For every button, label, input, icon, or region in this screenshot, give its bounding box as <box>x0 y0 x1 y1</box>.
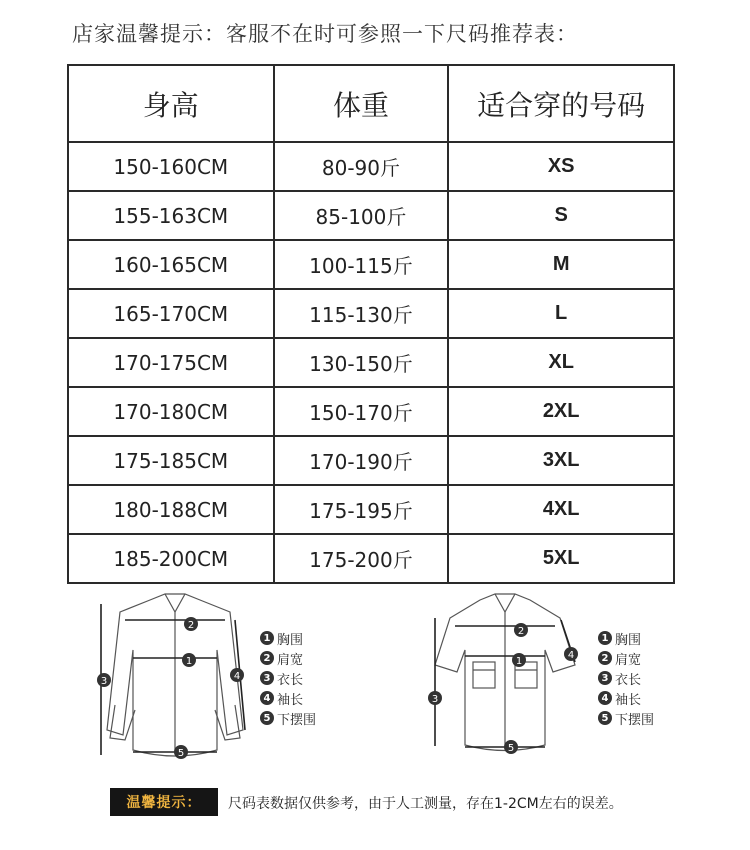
cell-size: 2XL <box>448 387 674 436</box>
cell-height: 175-185CM <box>68 436 274 485</box>
marker-4: 4 <box>233 671 241 682</box>
legend-right <box>598 628 654 728</box>
legend-number: 2 <box>260 651 274 665</box>
legend-number: 5 <box>260 711 274 725</box>
legend-label: 衣长 <box>277 672 304 688</box>
cell-weight: 150-170斤 <box>274 387 449 436</box>
cell-weight: 175-195斤 <box>274 485 449 534</box>
cell-size: S <box>448 191 674 240</box>
cell-height: 185-200CM <box>68 534 274 583</box>
legend-left <box>260 628 316 728</box>
marker-1: 1 <box>515 656 523 667</box>
legend-label: 衣长 <box>615 672 642 688</box>
legend-number: 3 <box>598 671 612 685</box>
legend-label: 袖长 <box>615 692 642 708</box>
header-weight: 体重 <box>274 65 449 142</box>
legend-item <box>598 708 654 728</box>
legend-number: 4 <box>260 691 274 705</box>
legend-item <box>260 688 316 708</box>
legend-number: 3 <box>260 671 274 685</box>
legend-item <box>598 628 654 648</box>
cell-size: L <box>448 289 674 338</box>
table-row <box>68 485 674 534</box>
legend-label: 下摆围 <box>615 712 655 728</box>
legend-number: 1 <box>598 631 612 645</box>
cell-weight: 115-130斤 <box>274 289 449 338</box>
table-row <box>68 338 674 387</box>
legend-number: 5 <box>598 711 612 725</box>
legend-label: 下摆围 <box>277 712 317 728</box>
table-row <box>68 142 674 191</box>
cell-height: 160-165CM <box>68 240 274 289</box>
marker-2: 2 <box>187 620 195 631</box>
cell-height: 180-188CM <box>68 485 274 534</box>
marker-5: 5 <box>507 743 515 754</box>
legend-item <box>260 648 316 668</box>
header-height: 身高 <box>68 65 274 142</box>
legend-item <box>260 628 316 648</box>
cell-size: 5XL <box>448 534 674 583</box>
cell-height: 170-175CM <box>68 338 274 387</box>
cell-size: XS <box>448 142 674 191</box>
cell-size: XL <box>448 338 674 387</box>
table-row <box>68 240 674 289</box>
cell-height: 170-180CM <box>68 387 274 436</box>
legend-label: 肩宽 <box>277 652 304 668</box>
cell-weight: 80-90斤 <box>274 142 449 191</box>
size-chart-table <box>67 64 675 584</box>
page-title: 店家温馨提示：客服不在时可参照一下尺码推荐表： <box>72 22 578 46</box>
table-header-row <box>68 65 674 142</box>
table-row <box>68 289 674 338</box>
legend-label: 胸围 <box>277 632 304 648</box>
table-row <box>68 387 674 436</box>
legend-item <box>260 668 316 688</box>
header-size: 适合穿的号码 <box>448 65 674 142</box>
cell-weight: 175-200斤 <box>274 534 449 583</box>
cell-height: 165-170CM <box>68 289 274 338</box>
marker-3: 3 <box>431 694 439 705</box>
short-sleeve-shirt-diagram <box>425 590 585 770</box>
legend-label: 袖长 <box>277 692 304 708</box>
cell-weight: 170-190斤 <box>274 436 449 485</box>
marker-group <box>428 623 578 754</box>
legend-item <box>598 648 654 668</box>
long-sleeve-shirt-diagram <box>95 590 255 770</box>
cell-height: 155-163CM <box>68 191 274 240</box>
table-row <box>68 436 674 485</box>
marker-3: 3 <box>100 676 108 687</box>
cell-size: 4XL <box>448 485 674 534</box>
cell-height: 150-160CM <box>68 142 274 191</box>
legend-item <box>598 688 654 708</box>
legend-label: 胸围 <box>615 632 642 648</box>
cell-weight: 130-150斤 <box>274 338 449 387</box>
legend-number: 4 <box>598 691 612 705</box>
cell-weight: 85-100斤 <box>274 191 449 240</box>
legend-number: 1 <box>260 631 274 645</box>
marker-1: 1 <box>185 656 193 667</box>
legend-label: 肩宽 <box>615 652 642 668</box>
table-row <box>68 191 674 240</box>
marker-4: 4 <box>567 650 575 661</box>
marker-5: 5 <box>177 748 185 759</box>
tip-badge: 温馨提示： <box>110 788 218 816</box>
table-row <box>68 534 674 583</box>
cell-weight: 100-115斤 <box>274 240 449 289</box>
legend-item <box>598 668 654 688</box>
cell-size: 3XL <box>448 436 674 485</box>
tip-text: 尺码表数据仅供参考，由于人工测量，存在1-2CM左右的误差。 <box>228 796 623 812</box>
legend-number: 2 <box>598 651 612 665</box>
cell-size: M <box>448 240 674 289</box>
marker-2: 2 <box>517 626 525 637</box>
legend-item <box>260 708 316 728</box>
